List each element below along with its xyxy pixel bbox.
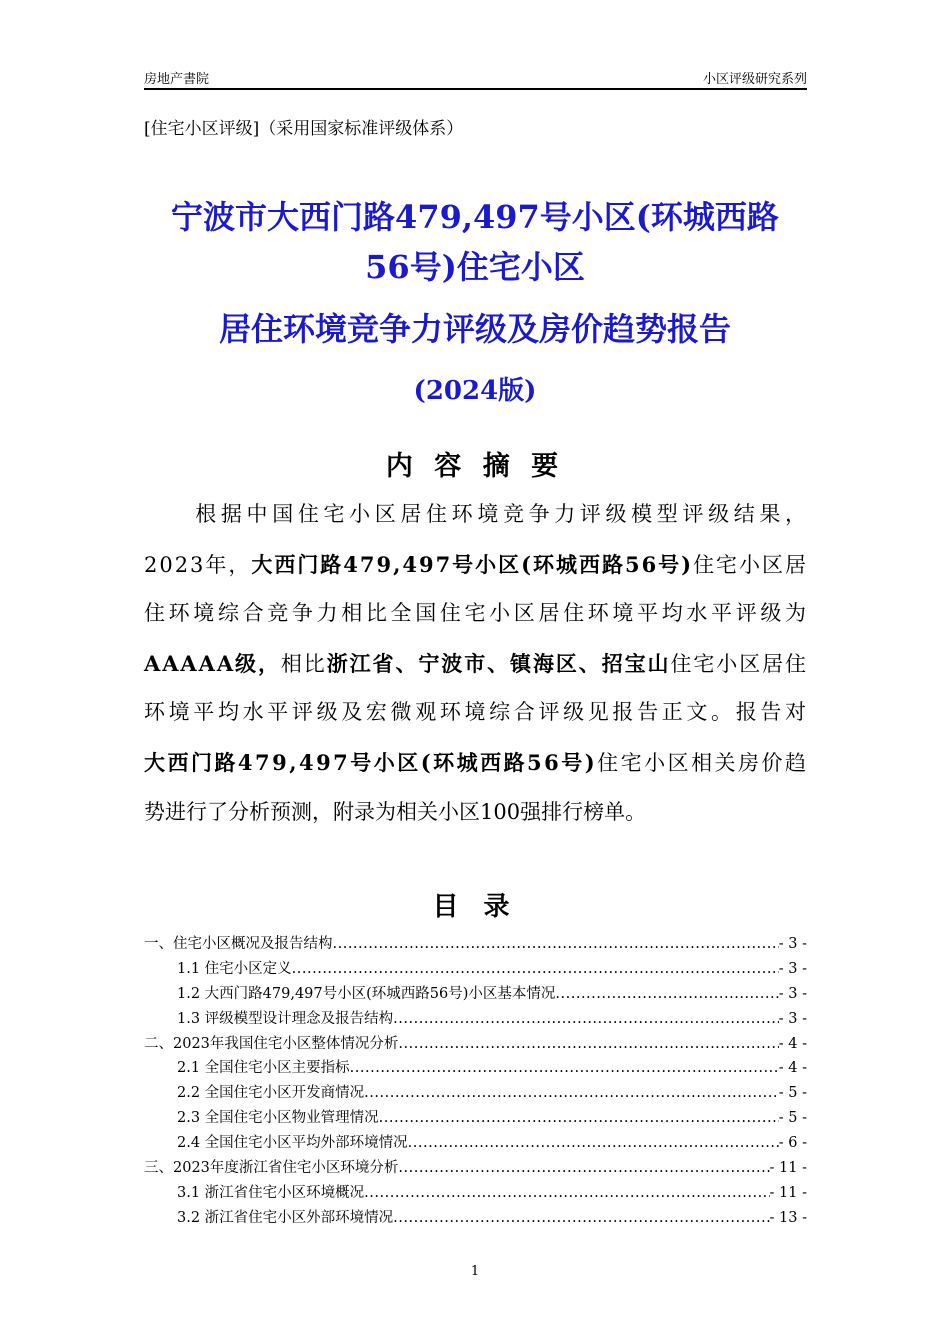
toc-item[interactable] bbox=[144, 1156, 807, 1181]
bold-text: 大西门路479,497号小区(环城西路56号) bbox=[251, 551, 694, 577]
toc-page: - 3 - bbox=[778, 936, 807, 952]
toc-leader-dots bbox=[379, 1106, 779, 1131]
toc-label[interactable]: 2.4 全国住宅小区平均外部环境情况 bbox=[177, 1135, 408, 1152]
bold-text: 浙江省、宁波市、镇海区、招宝山 bbox=[326, 650, 671, 676]
abstract-line bbox=[144, 688, 810, 738]
toc-leader-dots bbox=[350, 1056, 779, 1081]
toc-page: - 4 - bbox=[778, 1035, 807, 1052]
title-edition: (2024版) bbox=[413, 376, 537, 406]
header-publisher: 房地产書院 bbox=[144, 72, 210, 87]
abstract-line bbox=[144, 589, 810, 639]
toc-label[interactable]: 3.2 浙江省住宅小区外部环境情况 bbox=[177, 1209, 394, 1226]
toc-item[interactable] bbox=[144, 1032, 807, 1057]
toc-leader-dots bbox=[333, 932, 779, 957]
toc-leader-dots bbox=[555, 982, 778, 1007]
text-segment: 2023年， bbox=[144, 552, 252, 577]
toc-page: - 6 - bbox=[778, 1135, 807, 1152]
toc-item[interactable] bbox=[144, 932, 807, 957]
title-line-1: 宁波市大西门路479,497号小区(环城西路 bbox=[171, 198, 779, 236]
abstract-line bbox=[144, 490, 811, 540]
toc-label[interactable]: 2.2 全国住宅小区开发商情况 bbox=[177, 1085, 365, 1102]
toc-page: - 11 - bbox=[769, 1160, 807, 1177]
toc-leader-dots bbox=[393, 1206, 769, 1231]
toc-label[interactable]: 2.3 全国住宅小区物业管理情况 bbox=[177, 1110, 379, 1127]
text-segment: 根据中国住宅小区居住环境竞争力评级模型评级结果， bbox=[144, 502, 811, 526]
toc-label[interactable]: 3.1 浙江省住宅小区环境概况 bbox=[177, 1184, 365, 1201]
abstract-line bbox=[144, 788, 806, 838]
abstract-line bbox=[144, 540, 806, 590]
toc-leader-dots bbox=[393, 1007, 779, 1032]
abstract-line-text bbox=[144, 788, 646, 838]
text-segment: 住宅小区居 bbox=[693, 552, 808, 577]
text-segment: 环境平均水平评级及宏微观环境综合评级见报告正文。报告对 bbox=[144, 700, 810, 725]
toc-leader-dots bbox=[364, 1081, 779, 1106]
toc-page: - 3 - bbox=[778, 960, 807, 977]
toc-leader-dots bbox=[408, 1131, 779, 1156]
toc-leader-dots bbox=[292, 957, 779, 982]
toc-page: - 4 - bbox=[778, 1060, 807, 1077]
toc-item[interactable] bbox=[144, 1056, 807, 1081]
toc-leader-dots bbox=[398, 1156, 769, 1181]
toc-item[interactable] bbox=[144, 1181, 807, 1206]
toc-label[interactable]: 二、2023年我国住宅小区整体情况分析 bbox=[144, 1035, 399, 1052]
bold-text: AAAAA级， bbox=[144, 650, 281, 676]
toc-label[interactable]: 一、住宅小区概况及报告结构 bbox=[144, 936, 333, 952]
abstract-line-text bbox=[144, 738, 809, 789]
text-segment: 势进行了分析预测，附录为相关小区100强排行榜单。 bbox=[144, 799, 647, 824]
toc-label[interactable]: 1.1 住宅小区定义 bbox=[177, 960, 292, 977]
toc-label[interactable]: 1.3 评级模型设计理念及报告结构 bbox=[177, 1010, 394, 1027]
toc-leader-dots bbox=[398, 1032, 778, 1057]
toc-item[interactable] bbox=[144, 1081, 807, 1106]
toc-item[interactable] bbox=[144, 1131, 807, 1156]
toc-item[interactable] bbox=[144, 1106, 807, 1131]
abstract-line-text bbox=[144, 639, 806, 690]
table-of-contents bbox=[144, 932, 807, 1231]
report-category: [住宅小区评级]（采用国家标准评级体系） bbox=[144, 119, 464, 139]
toc-page: - 13 - bbox=[769, 1209, 807, 1226]
toc-heading: 目 录 bbox=[432, 892, 518, 922]
text-segment: 住宅小区相关房价趋 bbox=[597, 750, 809, 775]
abstract-line-text bbox=[144, 589, 810, 639]
toc-item[interactable] bbox=[144, 982, 807, 1007]
toc-page: - 3 - bbox=[778, 985, 807, 1002]
abstract-heading: 内 容 摘 要 bbox=[385, 451, 565, 482]
text-segment: 住宅小区居住 bbox=[670, 651, 808, 676]
abstract-line-text bbox=[144, 688, 810, 738]
toc-page: - 11 - bbox=[769, 1184, 807, 1201]
abstract-line-text bbox=[144, 540, 806, 591]
abstract-line bbox=[144, 639, 806, 689]
toc-page: - 3 - bbox=[778, 1010, 807, 1027]
toc-label[interactable]: 三、2023年度浙江省住宅小区环境分析 bbox=[144, 1160, 399, 1177]
toc-item[interactable] bbox=[144, 957, 807, 982]
abstract-line bbox=[144, 738, 809, 788]
page-header bbox=[144, 68, 807, 90]
title-line-2: 56号)住宅小区 bbox=[365, 248, 585, 286]
header-series: 小区评级研究系列 bbox=[702, 72, 807, 87]
toc-label[interactable]: 2.1 全国住宅小区主要指标 bbox=[177, 1060, 350, 1077]
bold-text: 大西门路479,497号小区(环城西路56号) bbox=[144, 749, 598, 775]
toc-item[interactable] bbox=[144, 1007, 807, 1032]
page-number: 1 bbox=[470, 1264, 480, 1279]
toc-page: - 5 - bbox=[778, 1085, 807, 1102]
toc-page: - 5 - bbox=[778, 1110, 807, 1127]
abstract-line-text bbox=[144, 490, 811, 540]
toc-item[interactable] bbox=[144, 1206, 807, 1231]
toc-leader-dots bbox=[364, 1181, 769, 1206]
text-segment: 住环境综合竞争力相比全国住宅小区居住环境平均水平评级为 bbox=[144, 601, 810, 626]
toc-label[interactable]: 1.2 大西门路479,497号小区(环城西路56号)小区基本情况 bbox=[177, 985, 556, 1002]
title-line-3: 居住环境竞争力评级及房价趋势报告 bbox=[218, 310, 731, 348]
text-segment: 相比 bbox=[280, 651, 327, 676]
abstract-body bbox=[144, 490, 811, 837]
